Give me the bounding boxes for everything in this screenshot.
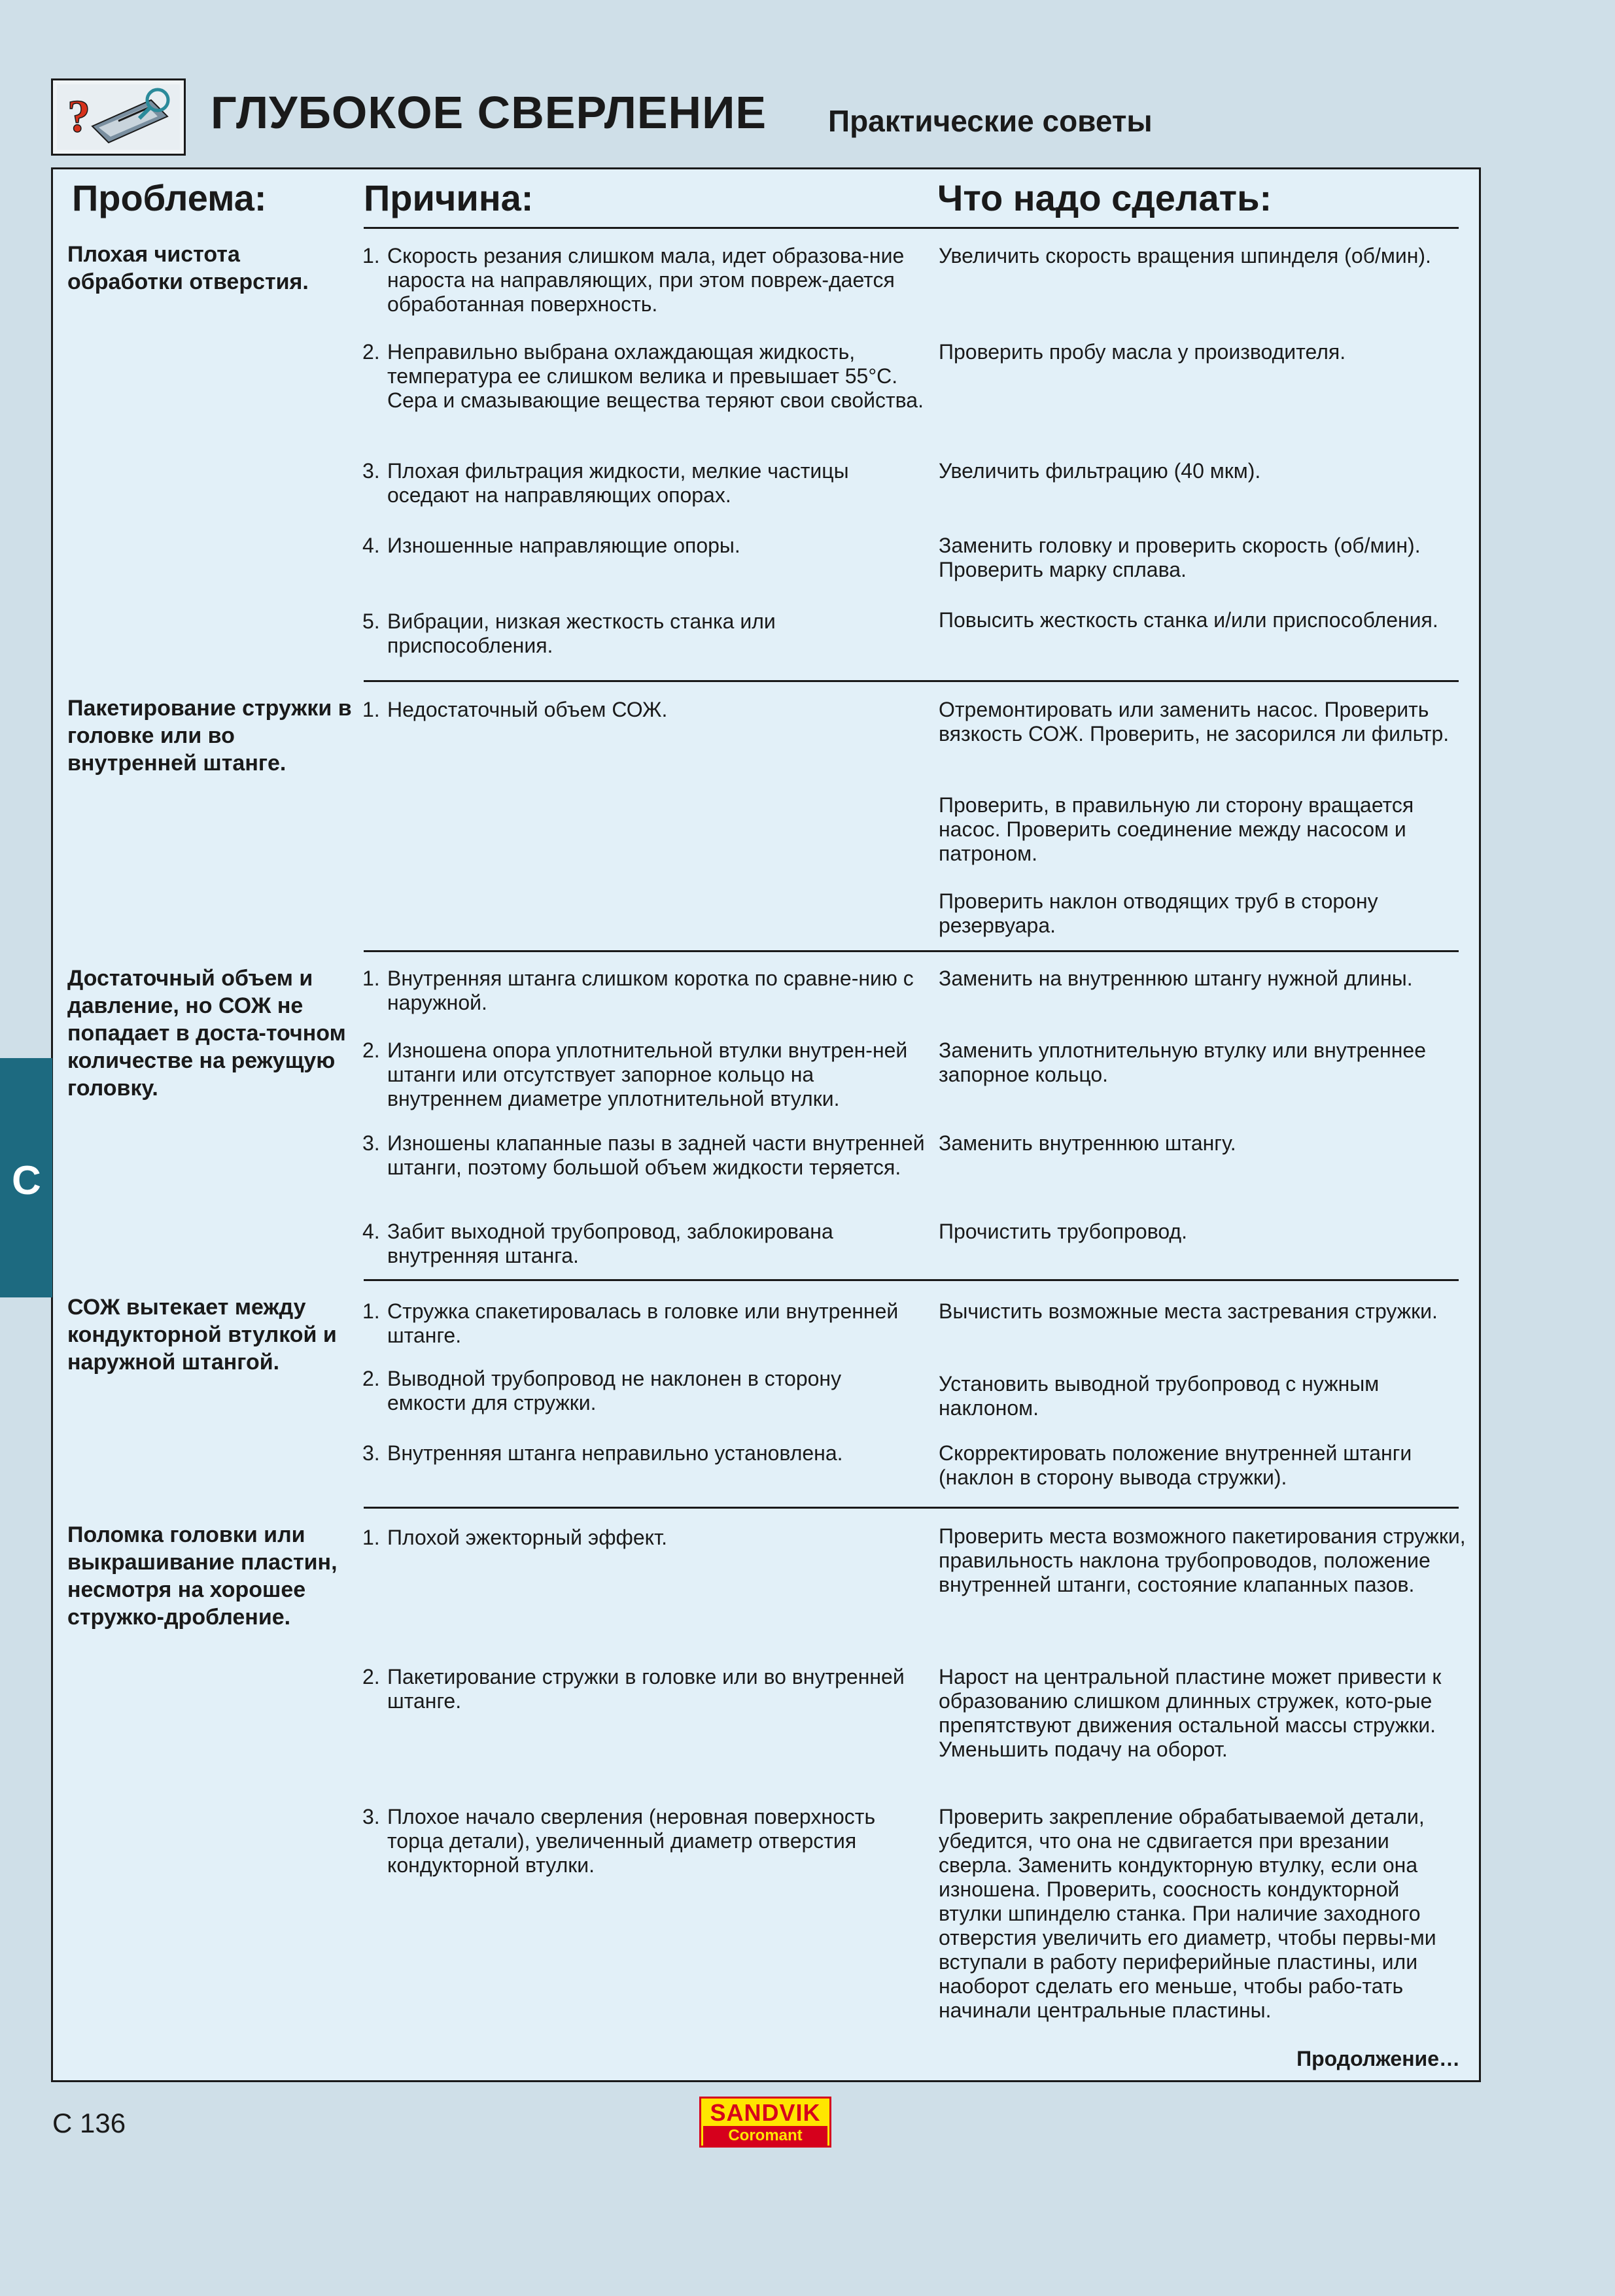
column-header-problem: Проблема:	[72, 177, 267, 218]
cause-number: 4.	[362, 534, 380, 557]
row-cause	[362, 1805, 925, 1877]
column-header-action: Что надо сделать:	[937, 177, 1272, 218]
row-cause	[362, 609, 925, 658]
cause-number: 1.	[362, 1526, 380, 1549]
row-cause	[362, 1220, 925, 1268]
row-divider	[364, 1507, 1459, 1509]
cause-text: Недостаточный объем СОЖ.	[387, 698, 668, 721]
cause-text: Плохое начало сверления (неровная поверхность торца детали), увеличенный диаметр отверстия кондукторной втулки.	[387, 1805, 876, 1877]
row-action: Установить выводной трубопровод с нужным наклоном.	[939, 1372, 1380, 1420]
row-cause	[362, 1367, 925, 1415]
row-cause	[362, 1038, 925, 1111]
logo-brand: SANDVIK	[710, 2099, 821, 2126]
row-action: Отремонтировать или заменить насос. Проверить вязкость СОЖ. Проверить, не засорился ли фильтр.	[939, 698, 1450, 745]
row-cause	[362, 1665, 925, 1713]
cause-text: Вибрации, низкая жесткость станка или приспособления.	[387, 609, 776, 657]
row-cause	[362, 534, 925, 558]
cause-number: 1.	[362, 244, 380, 267]
cause-text: Изношена опора уплотнительной втулки внутрен-ней штанги или отсутствует запорное кольцо на внутреннем диаметре уплотнительной втулки.	[387, 1038, 908, 1110]
row-action: Проверить наклон отводящих труб в сторону резервуара.	[939, 889, 1378, 937]
row-divider	[364, 680, 1459, 682]
row-problem: СОЖ вытекает между кондукторной втулкой и наружной штангой.	[67, 1295, 337, 1375]
row-cause	[362, 244, 925, 317]
row-divider	[364, 950, 1459, 952]
row-action: Скорректировать положение внутренней штанги (наклон в сторону вывода стружки).	[939, 1441, 1412, 1489]
cause-text: Скорость резания слишком мала, идет образова-ние нароста на направляющих, при этом повреж-дается обработанная поверхность.	[387, 244, 905, 316]
row-action: Заменить на внутреннюю штангу нужной длины.	[939, 967, 1413, 990]
cause-number: 2.	[362, 340, 380, 364]
row-action: Нарост на центральной пластине может привести к образованию слишком длинных стружек, кото-рые препятствуют движения остальной массы стружки. Уменьшить подачу на оборот.	[939, 1665, 1442, 1761]
logo-subbrand: Coromant	[703, 2126, 827, 2146]
cause-text: Плохая фильтрация жидкости, мелкие частицы оседают на направляющих опорах.	[387, 459, 849, 507]
cause-text: Пакетирование стружки в головке или во внутренней штанге.	[387, 1665, 905, 1713]
cause-text: Неправильно выбрана охлаждающая жидкость, температура ее слишком велика и превышает 55°C. Сера и смазывающие вещества теряют свои свойства.	[387, 340, 924, 412]
row-cause	[362, 340, 925, 413]
cause-number: 1.	[362, 698, 380, 721]
row-action: Прочистить трубопровод.	[939, 1220, 1187, 1243]
row-action: Вычистить возможные места застревания стружки.	[939, 1299, 1438, 1323]
row-problem: Плохая чистота обработки отверстия.	[67, 242, 309, 294]
cause-text: Изношены клапанные пазы в задней части внутренней штанги, поэтому большой объем жидкости теряется.	[387, 1131, 925, 1179]
cause-number: 5.	[362, 609, 380, 633]
row-action: Проверить, в правильную ли сторону вращается насос. Проверить соединение между насосом и патроном.	[939, 793, 1414, 865]
row-cause	[362, 1131, 925, 1180]
cause-number: 3.	[362, 1131, 380, 1155]
row-action: Проверить места возможного пакетирования стружки, правильность наклона трубопроводов, положение внутренней штанги, состояние клапанных пазов.	[939, 1524, 1466, 1596]
cause-number: 1.	[362, 1299, 380, 1323]
cause-number: 2.	[362, 1665, 380, 1688]
page-title: ГЛУБОКОЕ СВЕРЛЕНИЕ	[211, 87, 767, 138]
troubleshooting-table	[51, 167, 1481, 2082]
row-divider	[364, 1279, 1459, 1281]
cause-number: 3.	[362, 1805, 380, 1828]
continued-label: Продолжение…	[1296, 2047, 1460, 2070]
row-cause	[362, 698, 925, 722]
troubleshooting-icon	[51, 78, 186, 156]
row-action: Увеличить скорость вращения шпинделя (об/мин).	[939, 244, 1431, 267]
row-action: Проверить закрепление обрабатываемой детали, убедится, что она не сдвигается при врезании сверла. Заменить кондукторную втулку, если она изношена. Проверить, соосность кондукторной втулки шпинделю станка. При наличие заходного отверстия увеличить его диаметр, чтобы первы-ми вступали в работу периферийные пластины, или наоборот сделать его меньше, чтобы рабо-тать начинали центральные пластины.	[939, 1805, 1436, 2022]
row-action: Заменить головку и проверить скорость (об/мин). Проверить марку сплава.	[939, 534, 1421, 581]
cause-text: Забит выходной трубопровод, заблокирована внутренняя штанга.	[387, 1220, 833, 1267]
row-action: Заменить внутреннюю штангу.	[939, 1131, 1236, 1155]
cause-number: 4.	[362, 1220, 380, 1243]
svg-text:?: ?	[67, 92, 90, 142]
row-cause	[362, 967, 925, 1015]
row-cause	[362, 1299, 925, 1348]
cause-text: Плохой эжекторный эффект.	[387, 1526, 668, 1549]
cause-number: 3.	[362, 459, 380, 483]
row-action: Проверить пробу масла у производителя.	[939, 340, 1346, 364]
row-problem: Достаточный объем и давление, но СОЖ не попадает в доста-точном количестве на режущую головку.	[67, 966, 346, 1101]
page-subtitle: Практические советы	[828, 104, 1153, 138]
cause-text: Стружка спакетировалась в головке или внутренней штанге.	[387, 1299, 899, 1347]
row-cause	[362, 459, 925, 507]
header-divider	[364, 227, 1459, 229]
sandvik-coromant-logo	[699, 2097, 831, 2148]
cause-text: Внутренняя штанга слишком коротка по сравне-нию с наружной.	[387, 967, 914, 1014]
row-action: Увеличить фильтрацию (40 мкм).	[939, 459, 1261, 483]
page-number: C 136	[52, 2108, 126, 2138]
cause-number: 3.	[362, 1441, 380, 1465]
cause-text: Внутренняя штанга неправильно установлена.	[387, 1441, 843, 1465]
cause-number: 2.	[362, 1367, 380, 1390]
cause-number: 1.	[362, 967, 380, 990]
row-cause	[362, 1526, 925, 1550]
row-action: Повысить жесткость станка и/или приспособления.	[939, 608, 1438, 632]
section-tab-letter: C	[12, 1158, 41, 1203]
cause-text: Изношенные направляющие опоры.	[387, 534, 740, 557]
column-header-cause: Причина:	[364, 177, 534, 218]
row-cause	[362, 1441, 925, 1465]
row-problem: Поломка головки или выкрашивание пластин, несмотря на хорошее стружко-дробление.	[67, 1522, 338, 1630]
row-problem: Пакетирование стружки в головке или во внутренней штанге.	[67, 696, 352, 776]
row-action: Заменить уплотнительную втулку или внутреннее запорное кольцо.	[939, 1038, 1426, 1086]
cause-number: 2.	[362, 1038, 380, 1062]
cause-text: Выводной трубопровод не наклонен в сторону емкости для стружки.	[387, 1367, 842, 1414]
